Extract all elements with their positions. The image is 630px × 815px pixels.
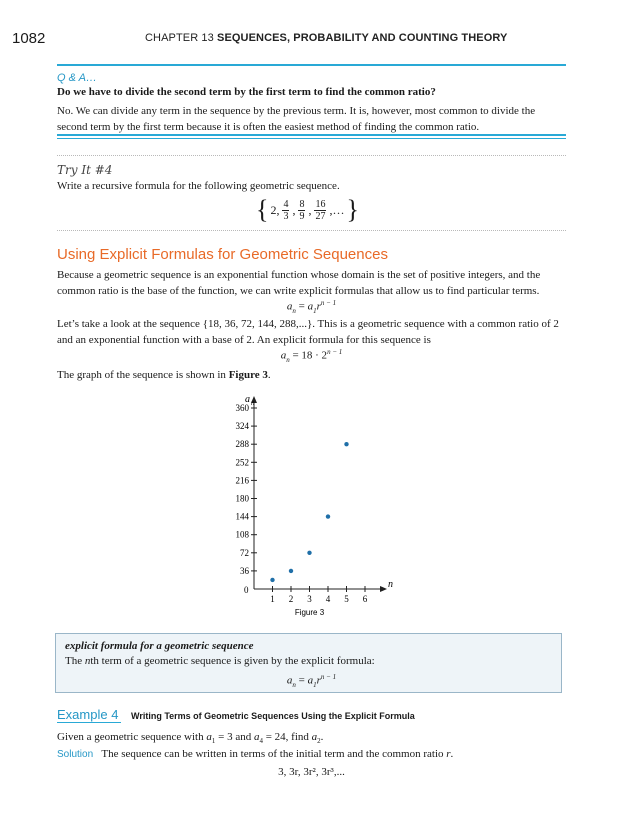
section-title: Using Explicit Formulas for Geometric Sequences (57, 246, 388, 263)
graph-reference-text: The graph of the sequence is shown in Figure 3. (57, 369, 271, 381)
example-underline (57, 722, 121, 723)
example-given: Given a geometric sequence with $a_1 = 3$ and $a_4 = 24$, find $a_2$. (57, 731, 324, 746)
page-number: 1082 (12, 30, 46, 47)
data-point (326, 514, 330, 518)
try-it-bottom-rule (57, 230, 566, 231)
chapter-label: CHAPTER 13 (145, 32, 214, 44)
data-point (307, 551, 311, 555)
x-tick-label: 2 (288, 594, 294, 604)
example-title: Writing Terms of Geometric Sequences Using the Explicit Formula (131, 711, 415, 721)
y-tick-label: 144 (235, 511, 249, 522)
example-solution: Solution The sequence can be written in terms of the initial term and the common ratio r. (57, 748, 454, 760)
x-tick-label: 6 (362, 594, 368, 604)
fraction-3: 16 27 (315, 198, 326, 222)
figure-3-chart (228, 394, 398, 624)
data-point (289, 569, 293, 573)
left-brace: { (256, 195, 269, 224)
try-it-top-rule (57, 155, 566, 156)
qa-bottom-rule-thin (57, 138, 566, 139)
figure-caption: Figure 3 (294, 608, 325, 617)
y-tick-label: 108 (235, 529, 249, 540)
y-axis-label: a (245, 394, 250, 405)
origin-label: 0 (244, 585, 249, 595)
fraction-1: 4 3 (283, 198, 289, 222)
solution-label: Solution (57, 749, 94, 760)
x-axis-arrow (380, 586, 387, 592)
section-intro: Because a geometric sequence is an exponential function whose domain is the set of positive integers, and the common ratio is the base of the function, we can write explicit formulas that allow us to find particular terms. (57, 269, 541, 297)
try-it-prompt: Write a recursive formula for the following geometric sequence. (57, 180, 340, 192)
explicit-formula-general: $a_n = a_1r^{n - 1}$ (286, 299, 337, 315)
qa-bottom-rule (57, 134, 566, 136)
solution-terms: 3, 3r, 3r², 3r³,... (278, 766, 345, 778)
y-tick-label: 36 (240, 565, 249, 576)
y-tick-label: 72 (240, 547, 249, 558)
y-tick-label: 216 (235, 475, 249, 486)
y-tick-label: 360 (235, 403, 249, 413)
x-tick-label: 4 (325, 594, 331, 604)
qa-label: Q & A… (57, 72, 97, 84)
x-tick-label: 3 (307, 594, 312, 604)
fraction-2: 8 9 (299, 198, 305, 222)
qa-answer: No. We can divide any term in the sequence by the previous term. It is, however, most common to divide the second term by the first term because it is often the easiest method of finding the common ratio. (57, 105, 536, 133)
y-tick-label: 288 (235, 439, 249, 450)
x-tick-label: 1 (270, 594, 275, 604)
data-point (344, 442, 348, 446)
qa-top-rule (57, 64, 566, 66)
y-axis-label-sub: n (251, 399, 255, 407)
y-tick-label: 252 (235, 457, 249, 468)
data-point (270, 578, 274, 582)
x-tick-label: 5 (344, 594, 349, 604)
try-it-label: Try It #4 (57, 163, 113, 177)
explicit-formula-specific: $a_n = 18 \cdot 2^{n - 1}$ (280, 348, 343, 364)
try-it-sequence: { 2, 4 3 , 8 9 , 16 27 , … } (256, 195, 359, 224)
figure-link: Figure 3 (228, 369, 268, 381)
qa-question: Do we have to divide the second term by the first term to find the common ratio? (57, 86, 436, 98)
sequence-ellipsis: … (332, 202, 345, 217)
chapter-title: SEQUENCES, PROBABILITY AND COUNTING THEORY (217, 32, 508, 44)
sequence-example-text: Let’s take a look at the sequence {18, 36, 72, 144, 288,...}. This is a geometric sequence with a common ratio of 2 and an exponential function with a base of 2. An explicit formula for this sequence is (57, 318, 559, 346)
sequence-first-term: 2, (270, 202, 280, 217)
right-brace: } (346, 195, 359, 224)
y-tick-label: 324 (235, 421, 249, 432)
y-tick-label: 180 (235, 493, 249, 504)
example-label: Example 4 (57, 707, 119, 722)
callout-formula: $a_n = a_1r^{n - 1}$ (286, 673, 337, 689)
callout-title: explicit formula for a geometric sequence (65, 640, 254, 652)
callout-text: The nth term of a geometric sequence is given by the explicit formula: (65, 655, 375, 667)
running-header (145, 32, 507, 44)
x-axis-label: n (388, 579, 393, 590)
